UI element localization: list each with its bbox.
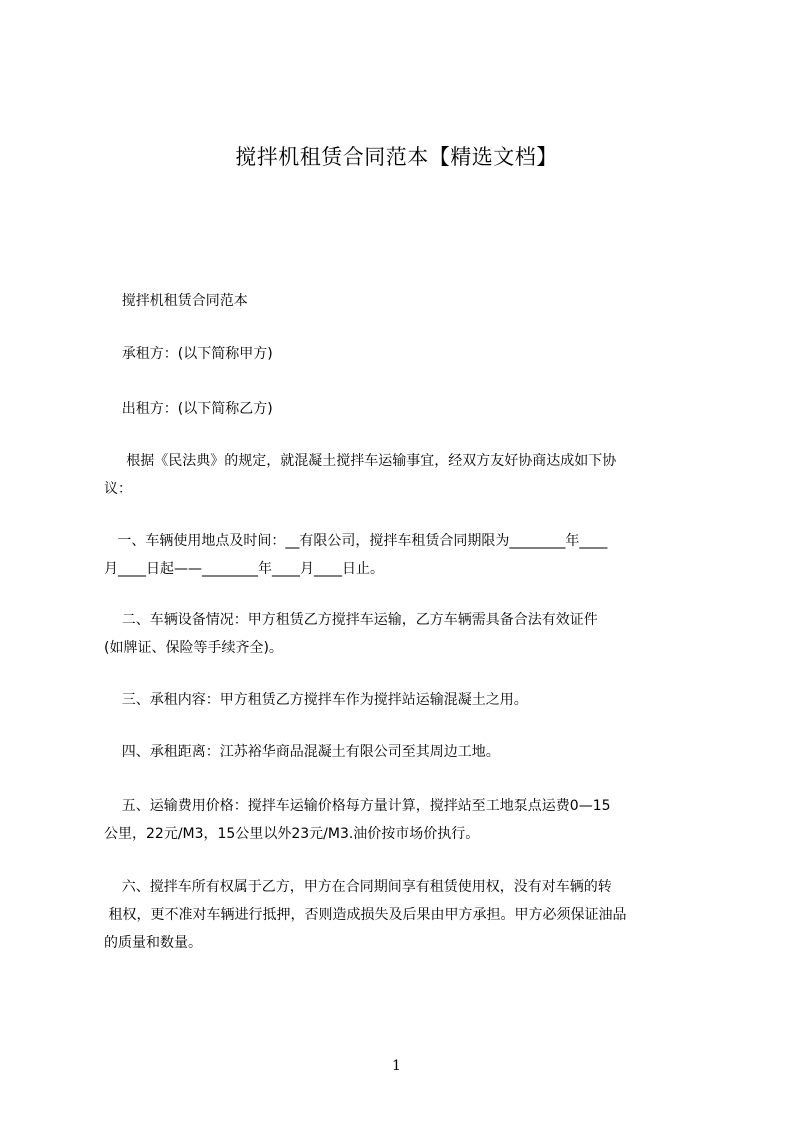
paragraph-preamble bbox=[104, 447, 702, 503]
paragraph-line: 租权，更不准对车辆进行抵押，否则造成损失及后果由甲方承担。甲方必须保证油品 bbox=[104, 907, 627, 923]
document-title: 搅拌机租赁合同范本【精选文档】 bbox=[235, 145, 558, 169]
paragraph-line: 出租方：(以下简称乙方) bbox=[104, 401, 273, 417]
paragraph-heading bbox=[104, 287, 702, 315]
paragraph-line: 公里，22元/M3，15公里以外23元/M3.油价按市场价执行。 bbox=[104, 826, 480, 842]
paragraph-line: 搅拌机租赁合同范本 bbox=[104, 293, 248, 309]
paragraph-line: 一、车辆使用地点及时间：__有限公司，搅拌车租赁合同期限为________年____ bbox=[104, 533, 608, 549]
paragraph-line: 的质量和数量。 bbox=[104, 935, 202, 951]
paragraph-line: (如牌证、保险等手续齐全)。 bbox=[104, 640, 283, 656]
paragraph-clause-6 bbox=[104, 873, 702, 957]
paragraph-line: 承租方：(以下简称甲方) bbox=[104, 346, 273, 362]
paragraph-line: 议： bbox=[104, 481, 132, 497]
paragraph-line: 五、运输费用价格：搅拌车运输价格每方量计算，搅拌站至工地泵点运费0—15 bbox=[104, 798, 611, 814]
paragraph-clause-3 bbox=[104, 686, 702, 714]
paragraph-line: 月____日起——________年____月____日止。 bbox=[104, 561, 384, 577]
paragraph-line: 二、车辆设备情况：甲方租赁乙方搅拌车运输，乙方车辆需具备合法有效证件 bbox=[104, 612, 598, 628]
paragraph-line: 根据《民法典》的规定，就混凝土搅拌车运输事宜，经双方友好协商达成如下协 bbox=[104, 453, 617, 469]
paragraph-clause-2 bbox=[104, 606, 702, 662]
page-number: 1 bbox=[392, 1058, 401, 1074]
paragraph-line: 三、承租内容：甲方租赁乙方搅拌车作为搅拌站运输混凝土之用。 bbox=[104, 692, 528, 708]
paragraph-clause-1 bbox=[104, 527, 702, 583]
paragraph-clause-5 bbox=[104, 792, 702, 848]
paragraph-clause-4 bbox=[104, 738, 702, 766]
paragraph-line: 四、承租距离：江苏裕华商品混凝土有限公司至其周边工地。 bbox=[104, 744, 500, 760]
paragraph-lessee bbox=[104, 340, 702, 368]
paragraph-lessor bbox=[104, 395, 702, 423]
paragraph-line: 六、搅拌车所有权属于乙方，甲方在合同期间享有租赁使用权，没有对车辆的转 bbox=[104, 879, 612, 895]
